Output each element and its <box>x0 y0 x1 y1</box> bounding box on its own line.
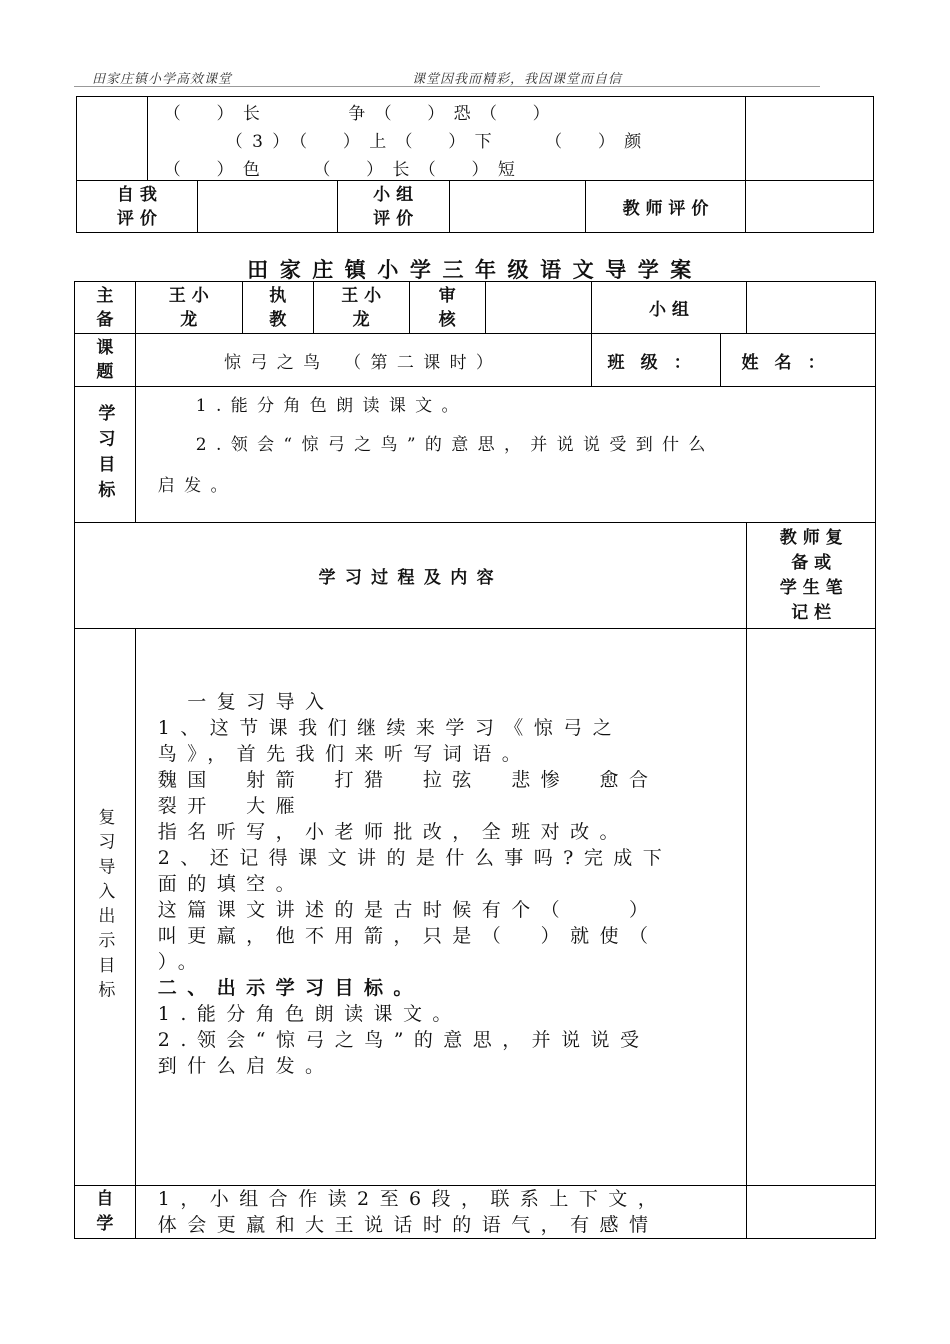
header-divider <box>74 86 820 87</box>
name-label: 姓 名 ： <box>721 334 876 387</box>
notes-cell[interactable] <box>747 629 876 1186</box>
top-left-cell <box>77 97 148 181</box>
group-value[interactable] <box>747 282 876 334</box>
topic-label: 课 题 <box>75 334 136 387</box>
content-line: 这篇课文讲述的是古时候有个（ ） <box>157 899 659 921</box>
header-left: 田家庄镇小学高效课堂 <box>92 72 233 87</box>
group-eval-value[interactable] <box>449 181 585 233</box>
topic-text: 惊弓之鸟 （第二课时） <box>135 334 591 387</box>
idiom-line: （3）（ ）上（ ）下 （ ）颜 <box>225 132 651 152</box>
teach-name: 王 小 龙 <box>313 282 409 334</box>
lead-name: 王 小 龙 <box>135 282 242 334</box>
review-label: 审 核 <box>409 282 485 334</box>
main-table <box>74 281 876 1239</box>
top-table <box>76 96 874 233</box>
content-line: ）。 <box>157 951 208 973</box>
goal-item: 2.领会“惊弓之鸟”的意思，并说说受到什么 <box>195 435 715 455</box>
content-line: 面的填空。 <box>157 873 306 895</box>
lead-label: 主 备 <box>75 282 136 334</box>
goals-cell <box>135 387 875 523</box>
notes-heading: 教 师 复 备 或 学 生 笔 记 栏 <box>747 523 876 629</box>
goals-label: 学习目标 <box>75 387 136 523</box>
page-title: 田家庄镇小学三年级语文导学案 <box>247 258 703 282</box>
group-label: 小 组 <box>591 282 747 334</box>
section-label: 复习导入出示目标 <box>75 629 136 1186</box>
content-line: 体会更羸和大王说话时的语气，有感情 <box>157 1214 659 1236</box>
class-label: 班 级 ： <box>591 334 721 387</box>
content-line: 魏国 射箭 打猎 拉弦 悲惨 愈合 <box>157 769 659 791</box>
self-eval-label: 自 我 评 价 <box>77 181 198 233</box>
section-content <box>135 629 747 1186</box>
content-line: 叫更羸，他不用箭，只是（ ）就使（ <box>157 925 659 947</box>
self-study-label: 自 学 <box>75 1186 136 1239</box>
self-study-notes[interactable] <box>747 1186 876 1239</box>
self-study-content <box>135 1186 747 1239</box>
content-line: 一复习导入 <box>157 691 335 713</box>
group-eval-label: 小 组 评 价 <box>337 181 449 233</box>
idiom-fill-cell <box>147 97 746 181</box>
content-line: 到什么启发。 <box>157 1055 335 1077</box>
content-line: 1、这节课我们继续来学习《惊弓之 <box>157 717 623 739</box>
process-heading: 学习过程及内容 <box>75 523 747 629</box>
goal-item: 启发。 <box>157 476 237 496</box>
content-line: 2.领会“惊弓之鸟”的意思，并说说受 <box>157 1029 650 1051</box>
self-eval-value[interactable] <box>197 181 337 233</box>
content-line: 鸟》，首先我们来听写词语。 <box>157 743 532 765</box>
header-right: 课堂因我而精彩，我因课堂而自信 <box>412 72 623 87</box>
content-line: 2、还记得课文讲的是什么事吗?完成下 <box>157 847 673 869</box>
content-line: 裂开 大雁 <box>157 795 306 817</box>
teacher-eval-label: 教 师 评 价 <box>585 181 746 233</box>
teach-label: 执 教 <box>242 282 313 334</box>
idiom-line: （ ）色 （ ）长（ ）短 <box>163 160 525 180</box>
top-right-cell <box>746 97 874 181</box>
content-line: 二、出示学习目标。 <box>157 977 423 999</box>
review-value[interactable] <box>485 282 591 334</box>
goal-item: 1.能分角色朗读课文。 <box>195 396 468 416</box>
content-line: 1，小组合作读2至6段，联系上下文， <box>157 1188 668 1210</box>
content-line: 指名听写，小老师批改，全班对改。 <box>157 821 629 843</box>
content-line: 1.能分角色朗读课文。 <box>157 1003 462 1025</box>
teacher-eval-value[interactable] <box>746 181 874 233</box>
idiom-line: （ ）长 争（ ）恐（ ） <box>163 104 560 124</box>
